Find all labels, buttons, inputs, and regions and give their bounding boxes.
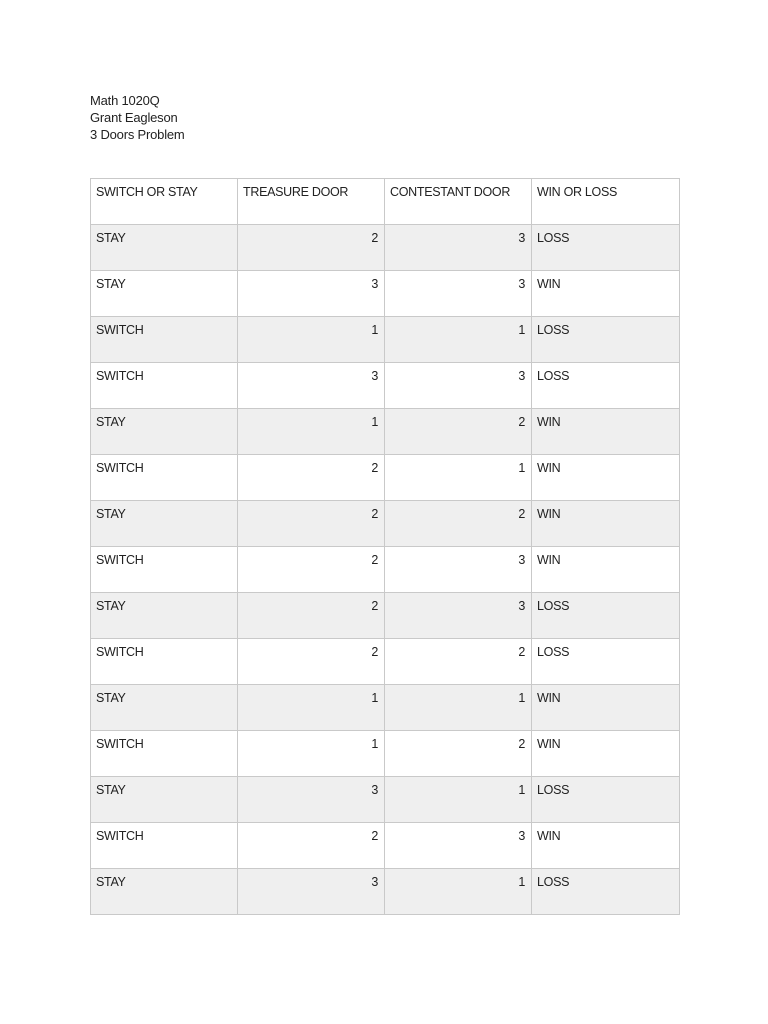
column-header: CONTESTANT DOOR	[385, 179, 532, 225]
win-or-loss-cell: LOSS	[532, 593, 680, 639]
table-row	[91, 593, 680, 639]
table-row	[91, 501, 680, 547]
course-name: Math 1020Q	[90, 93, 160, 108]
treasure-door-cell: 3	[238, 271, 385, 317]
switch-or-stay-cell: SWITCH	[91, 317, 238, 363]
treasure-door-cell: 2	[238, 823, 385, 869]
treasure-door-cell: 2	[238, 455, 385, 501]
contestant-door-cell: 3	[385, 547, 532, 593]
table-row	[91, 685, 680, 731]
document-title: 3 Doors Problem	[90, 127, 185, 142]
column-header: SWITCH OR STAY	[91, 179, 238, 225]
treasure-door-cell: 3	[238, 363, 385, 409]
switch-or-stay-cell: SWITCH	[91, 547, 238, 593]
table-row	[91, 317, 680, 363]
win-or-loss-cell: LOSS	[532, 317, 680, 363]
treasure-door-cell: 3	[238, 869, 385, 915]
table-row	[91, 225, 680, 271]
switch-or-stay-cell: SWITCH	[91, 731, 238, 777]
table-row	[91, 409, 680, 455]
results-table-body	[91, 179, 680, 915]
win-or-loss-cell: WIN	[532, 731, 680, 777]
table-row	[91, 455, 680, 501]
contestant-door-cell: 3	[385, 225, 532, 271]
switch-or-stay-cell: SWITCH	[91, 823, 238, 869]
treasure-door-cell: 2	[238, 501, 385, 547]
switch-or-stay-cell: SWITCH	[91, 455, 238, 501]
treasure-door-cell: 1	[238, 317, 385, 363]
switch-or-stay-cell: STAY	[91, 225, 238, 271]
table-header-row	[91, 179, 680, 225]
treasure-door-cell: 1	[238, 731, 385, 777]
win-or-loss-cell: LOSS	[532, 363, 680, 409]
treasure-door-cell: 2	[238, 593, 385, 639]
column-header: WIN OR LOSS	[532, 179, 680, 225]
table-row	[91, 639, 680, 685]
treasure-door-cell: 2	[238, 225, 385, 271]
win-or-loss-cell: WIN	[532, 823, 680, 869]
document-header	[90, 92, 185, 143]
treasure-door-cell: 2	[238, 639, 385, 685]
author-name: Grant Eagleson	[90, 110, 178, 125]
switch-or-stay-cell: STAY	[91, 501, 238, 547]
switch-or-stay-cell: STAY	[91, 869, 238, 915]
contestant-door-cell: 3	[385, 271, 532, 317]
switch-or-stay-cell: SWITCH	[91, 363, 238, 409]
table-row	[91, 731, 680, 777]
win-or-loss-cell: WIN	[532, 501, 680, 547]
treasure-door-cell: 1	[238, 409, 385, 455]
switch-or-stay-cell: SWITCH	[91, 639, 238, 685]
treasure-door-cell: 1	[238, 685, 385, 731]
contestant-door-cell: 1	[385, 685, 532, 731]
table-row	[91, 869, 680, 915]
table-row	[91, 823, 680, 869]
win-or-loss-cell: WIN	[532, 409, 680, 455]
table-row	[91, 271, 680, 317]
contestant-door-cell: 1	[385, 317, 532, 363]
win-or-loss-cell: LOSS	[532, 869, 680, 915]
switch-or-stay-cell: STAY	[91, 409, 238, 455]
contestant-door-cell: 1	[385, 869, 532, 915]
contestant-door-cell: 1	[385, 455, 532, 501]
contestant-door-cell: 2	[385, 639, 532, 685]
column-header: TREASURE DOOR	[238, 179, 385, 225]
table-row	[91, 777, 680, 823]
treasure-door-cell: 2	[238, 547, 385, 593]
contestant-door-cell: 3	[385, 593, 532, 639]
switch-or-stay-cell: STAY	[91, 685, 238, 731]
switch-or-stay-cell: STAY	[91, 777, 238, 823]
contestant-door-cell: 3	[385, 823, 532, 869]
win-or-loss-cell: WIN	[532, 271, 680, 317]
switch-or-stay-cell: STAY	[91, 271, 238, 317]
win-or-loss-cell: LOSS	[532, 225, 680, 271]
win-or-loss-cell: WIN	[532, 547, 680, 593]
results-table	[90, 178, 680, 915]
table-row	[91, 363, 680, 409]
win-or-loss-cell: WIN	[532, 685, 680, 731]
table-row	[91, 547, 680, 593]
contestant-door-cell: 2	[385, 501, 532, 547]
win-or-loss-cell: LOSS	[532, 777, 680, 823]
contestant-door-cell: 1	[385, 777, 532, 823]
switch-or-stay-cell: STAY	[91, 593, 238, 639]
win-or-loss-cell: LOSS	[532, 639, 680, 685]
contestant-door-cell: 3	[385, 363, 532, 409]
contestant-door-cell: 2	[385, 409, 532, 455]
contestant-door-cell: 2	[385, 731, 532, 777]
treasure-door-cell: 3	[238, 777, 385, 823]
win-or-loss-cell: WIN	[532, 455, 680, 501]
